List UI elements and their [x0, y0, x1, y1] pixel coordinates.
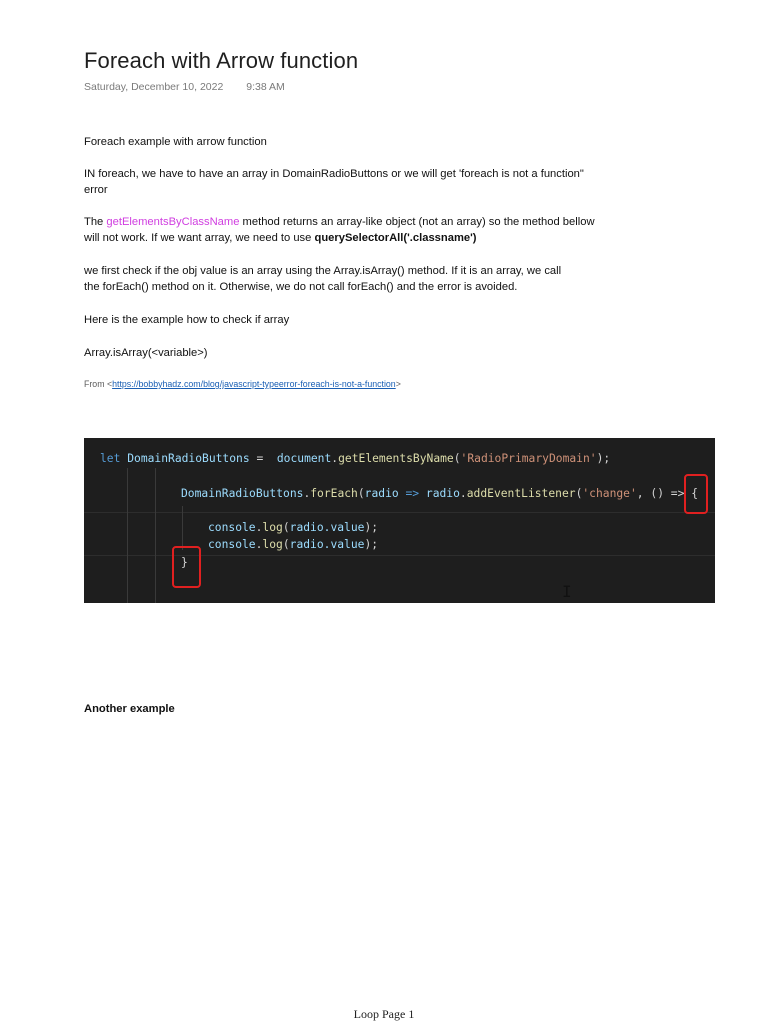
source-link[interactable]: https://bobbyhadz.com/blog/javascript-typeerror-foreach-is-not-a-function [112, 379, 396, 389]
example-intro-paragraph: Here is the example how to check if array [84, 314, 290, 326]
indent-guide-1 [127, 468, 128, 603]
page-time: 9:38 AM [246, 81, 285, 93]
from-close: > [395, 379, 401, 389]
method-description: method returns an array-like object (not an array) so the method bellow [239, 216, 595, 228]
code-function: getElementsByName [338, 452, 454, 465]
code-dot: . [255, 521, 263, 534]
code-dot: . [303, 487, 311, 500]
foreach-note-line-1: IN foreach, we have to have an array in DomainRadioButtons or we will get 'foreach is not a function" [84, 168, 584, 180]
getelements-line-1 [84, 214, 644, 230]
code-function: log [262, 538, 283, 551]
code-function: log [262, 521, 283, 534]
code-function: forEach [310, 487, 358, 500]
code-arg: radio.value [289, 521, 365, 534]
code-dot: . [331, 452, 339, 465]
code-string: 'RadioPrimaryDomain' [460, 452, 597, 465]
from-label: From < [84, 379, 113, 389]
code-console: console [208, 521, 256, 534]
code-string: 'change' [582, 487, 637, 500]
code-paren: ( [357, 487, 365, 500]
code-paren: ( [453, 452, 461, 465]
code-param: radio [364, 487, 399, 500]
foreach-note-line-2: error [84, 184, 108, 196]
code-close: ); [364, 521, 379, 534]
code-document: document [276, 452, 332, 465]
code-close-brace: } [181, 556, 188, 569]
code-function: addEventListener [466, 487, 576, 500]
another-example-heading [84, 701, 644, 717]
foreach-note-paragraph [84, 166, 644, 198]
code-variable: DomainRadioButtons [127, 452, 250, 465]
code-close: ); [596, 452, 611, 465]
getelements-paragraph [84, 214, 644, 246]
queryselectorall-text: querySelectorAll('.classname') [314, 232, 477, 244]
page-title: Foreach with Arrow function [84, 48, 359, 73]
code-line-3 [208, 521, 378, 534]
code-paren: ( [575, 487, 583, 500]
code-obj: radio [425, 487, 460, 500]
method-name: getElementsByClassName [106, 216, 240, 228]
isarray-line-2: the forEach() method on it. Otherwise, we do not call forEach() and the error is avoided. [84, 281, 518, 293]
indent-guide-2 [155, 468, 156, 603]
another-example-text: Another example [84, 703, 175, 715]
isarray-line-1: we first check if the obj value is an array using the Array.isArray() method. If it is an array, we call [84, 265, 562, 277]
code-open-brace: { [691, 487, 699, 500]
keyword-let: let [100, 452, 121, 465]
page-date: Saturday, December 10, 2022 [84, 81, 224, 93]
code-line-1 [100, 452, 610, 465]
code-close: ); [364, 538, 379, 551]
code-assign: = [249, 452, 277, 465]
the-text: The [84, 216, 107, 228]
heading-paragraph: Foreach example with arrow function [84, 136, 267, 148]
code-line-4 [208, 538, 378, 551]
indent-guide-3 [182, 506, 183, 550]
code-arg: radio.value [289, 538, 365, 551]
page-footer: Loop Page 1 [353, 1007, 415, 1021]
code-line-2 [181, 487, 698, 500]
code-screenshot [84, 438, 715, 603]
array-note: will not work. If we want array, we need to use [84, 232, 315, 244]
isarray-explanation-paragraph [84, 263, 644, 295]
isarray-syntax-paragraph: Array.isArray(<variable>) [84, 347, 208, 359]
code-arrow: => [398, 487, 426, 500]
code-console: console [208, 538, 256, 551]
code-comma: , () => [636, 487, 692, 500]
source-citation [84, 376, 644, 392]
text-cursor-icon: I [562, 582, 572, 601]
code-paren: ( [282, 521, 290, 534]
page-timestamp [84, 81, 305, 93]
getelements-line-2 [84, 230, 644, 246]
code-variable: DomainRadioButtons [181, 487, 304, 500]
code-paren: ( [282, 538, 290, 551]
code-dot: . [255, 538, 263, 551]
highlight-box-close-brace [172, 546, 201, 588]
code-dot: . [459, 487, 467, 500]
highlight-box-open-brace [684, 474, 708, 514]
